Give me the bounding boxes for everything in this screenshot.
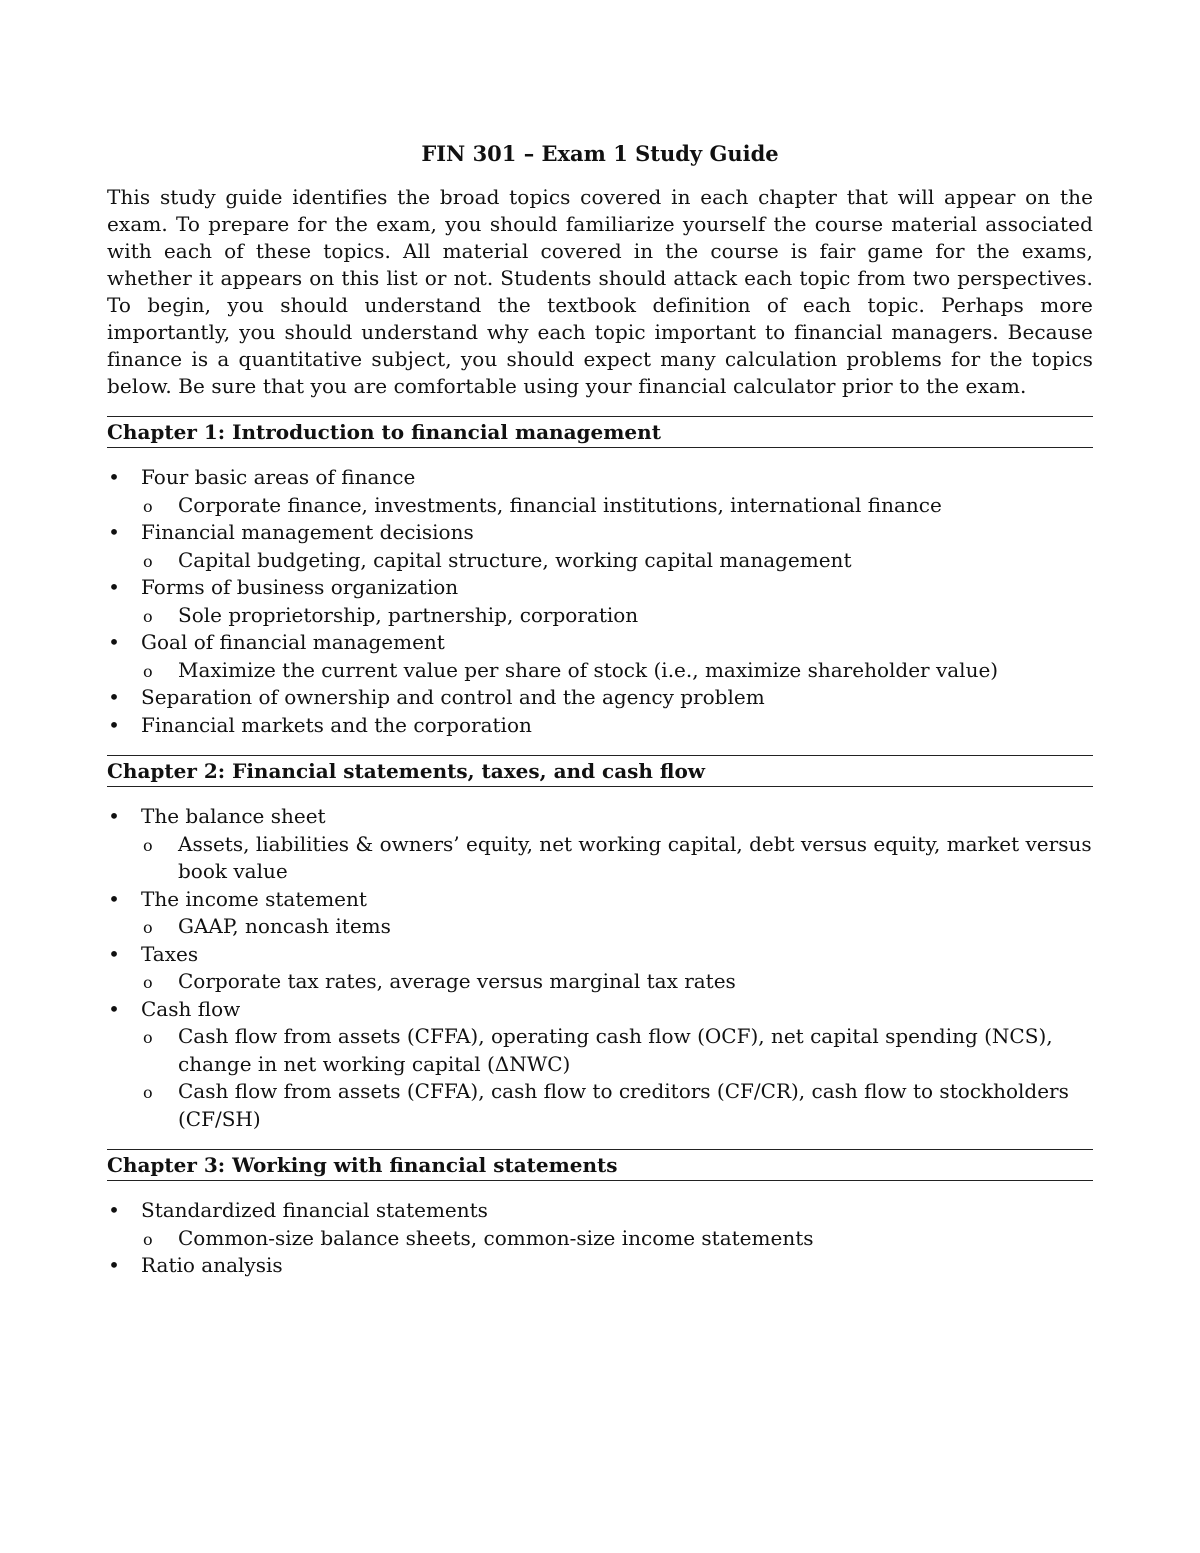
circle-bullet-icon: o — [143, 1083, 153, 1102]
subtopic-item — [107, 492, 1093, 520]
subtopic-list — [141, 913, 1093, 941]
subtopic-text: Cash flow from assets (CFFA), cash flow to creditors (CF/CR), cash flow to stockholders (CF/SH) — [178, 1079, 1069, 1131]
subtopic-list — [141, 968, 1093, 996]
chapter-heading: Chapter 3: Working with financial statements — [107, 1149, 1093, 1181]
topic-list — [107, 1197, 1093, 1280]
subtopic-item — [107, 547, 1093, 575]
document-page — [107, 140, 1093, 1280]
topic-text: Taxes — [141, 941, 199, 966]
topic-text: Forms of business organization — [141, 575, 459, 599]
subtopic-list — [141, 492, 1093, 520]
bullet-icon: • — [108, 941, 120, 966]
topic-item — [107, 996, 1093, 1134]
bullet-icon: • — [108, 1253, 120, 1277]
subtopic-text: Common-size balance sheets, common-size income statements — [178, 1225, 814, 1250]
topic-text: The balance sheet — [141, 804, 326, 828]
chapters-container — [107, 416, 1093, 1280]
topic-item — [107, 941, 1093, 996]
subtopic-list — [141, 602, 1093, 630]
subtopic-text: Corporate finance, investments, financial institutions, international finance — [178, 492, 942, 517]
topic-text: Financial management decisions — [141, 520, 474, 544]
bullet-icon: • — [108, 996, 120, 1021]
topic-list — [107, 464, 1093, 739]
topic-text: Goal of financial management — [141, 630, 445, 654]
circle-bullet-icon: o — [143, 496, 153, 516]
bullet-icon: • — [108, 630, 120, 654]
subtopic-item — [107, 1023, 1093, 1078]
bullet-icon: • — [108, 465, 120, 489]
topic-text: The income statement — [141, 886, 367, 911]
subtopic-text: Corporate tax rates, average versus marginal tax rates — [178, 969, 736, 993]
chapter-heading: Chapter 2: Financial statements, taxes, and cash flow — [107, 755, 1093, 787]
document-title: FIN 301 – Exam 1 Study Guide — [421, 141, 779, 166]
bullet-icon: • — [108, 575, 120, 599]
subtopic-item — [107, 1078, 1093, 1133]
topic-item — [107, 464, 1093, 519]
circle-bullet-icon: o — [143, 661, 153, 681]
bullet-icon: • — [108, 1198, 120, 1222]
bullet-icon: • — [108, 712, 120, 737]
circle-bullet-icon: o — [143, 918, 153, 937]
subtopic-list — [141, 831, 1093, 886]
chapter-heading: Chapter 1: Introduction to financial management — [107, 416, 1093, 448]
bullet-icon: • — [108, 804, 120, 828]
topic-item — [107, 803, 1093, 886]
topic-text: Ratio analysis — [141, 1253, 283, 1277]
topic-item — [107, 574, 1093, 629]
topic-item — [107, 886, 1093, 941]
circle-bullet-icon: o — [143, 1229, 153, 1249]
subtopic-list — [141, 547, 1093, 575]
chapter-section — [107, 755, 1093, 1133]
subtopic-item — [107, 913, 1093, 941]
subtopic-item — [107, 1225, 1093, 1253]
topic-list — [107, 803, 1093, 1133]
subtopic-text: GAAP, noncash items — [178, 914, 391, 938]
bullet-icon: • — [108, 886, 120, 911]
subtopic-text: Maximize the current value per share of stock (i.e., maximize shareholder value) — [178, 657, 999, 682]
topic-item — [107, 1197, 1093, 1252]
subtopic-list — [141, 657, 1093, 685]
bullet-icon: • — [108, 685, 120, 709]
subtopic-item — [107, 602, 1093, 630]
intro-paragraph: This study guide identifies the broad topics covered in each chapter that will appear on the exam. To prepare for the exam, you should familiarize yourself the course material associated with each of these topics. All material covered in the course is fair game for the exams, whether it appears on this list or not. Students should attack each topic from two perspectives. To begin, you should understand the textbook definition of each topic. Perhaps more importantly, you should understand why each topic important to financial managers. Because finance is a quantitative subject, you should expect many calculation problems for the topics below. Be sure that you are comfortable using your financial calculator prior to the exam. — [107, 185, 1093, 398]
subtopic-text: Sole proprietorship, partnership, corporation — [178, 602, 639, 627]
topic-text: Cash flow — [141, 996, 241, 1021]
circle-bullet-icon: o — [143, 1028, 153, 1047]
topic-item — [107, 519, 1093, 574]
subtopic-item — [107, 968, 1093, 996]
topic-text: Standardized financial statements — [141, 1198, 488, 1222]
circle-bullet-icon: o — [143, 606, 153, 626]
topic-item — [107, 629, 1093, 684]
circle-bullet-icon: o — [143, 835, 153, 855]
topic-text: Separation of ownership and control and the agency problem — [141, 685, 765, 709]
subtopic-text: Capital budgeting, capital structure, working capital management — [178, 547, 852, 572]
topic-text: Four basic areas of finance — [141, 465, 416, 489]
topic-item — [107, 684, 1093, 712]
circle-bullet-icon: o — [143, 551, 153, 571]
subtopic-item — [107, 831, 1093, 886]
bullet-icon: • — [108, 520, 120, 544]
subtopic-list — [141, 1225, 1093, 1253]
topic-text: Financial markets and the corporation — [141, 712, 532, 737]
chapter-section — [107, 416, 1093, 739]
subtopic-text: Assets, liabilities & owners’ equity, net working capital, debt versus equity, market versus book value — [178, 831, 1092, 883]
subtopic-list — [141, 1023, 1093, 1133]
subtopic-item — [107, 657, 1093, 685]
circle-bullet-icon: o — [143, 973, 153, 992]
topic-item — [107, 1252, 1093, 1280]
chapter-section — [107, 1149, 1093, 1280]
subtopic-text: Cash flow from assets (CFFA), operating cash flow (OCF), net capital spending (NCS), change in net working capital (ΔNWC) — [178, 1024, 1053, 1076]
topic-item — [107, 712, 1093, 740]
